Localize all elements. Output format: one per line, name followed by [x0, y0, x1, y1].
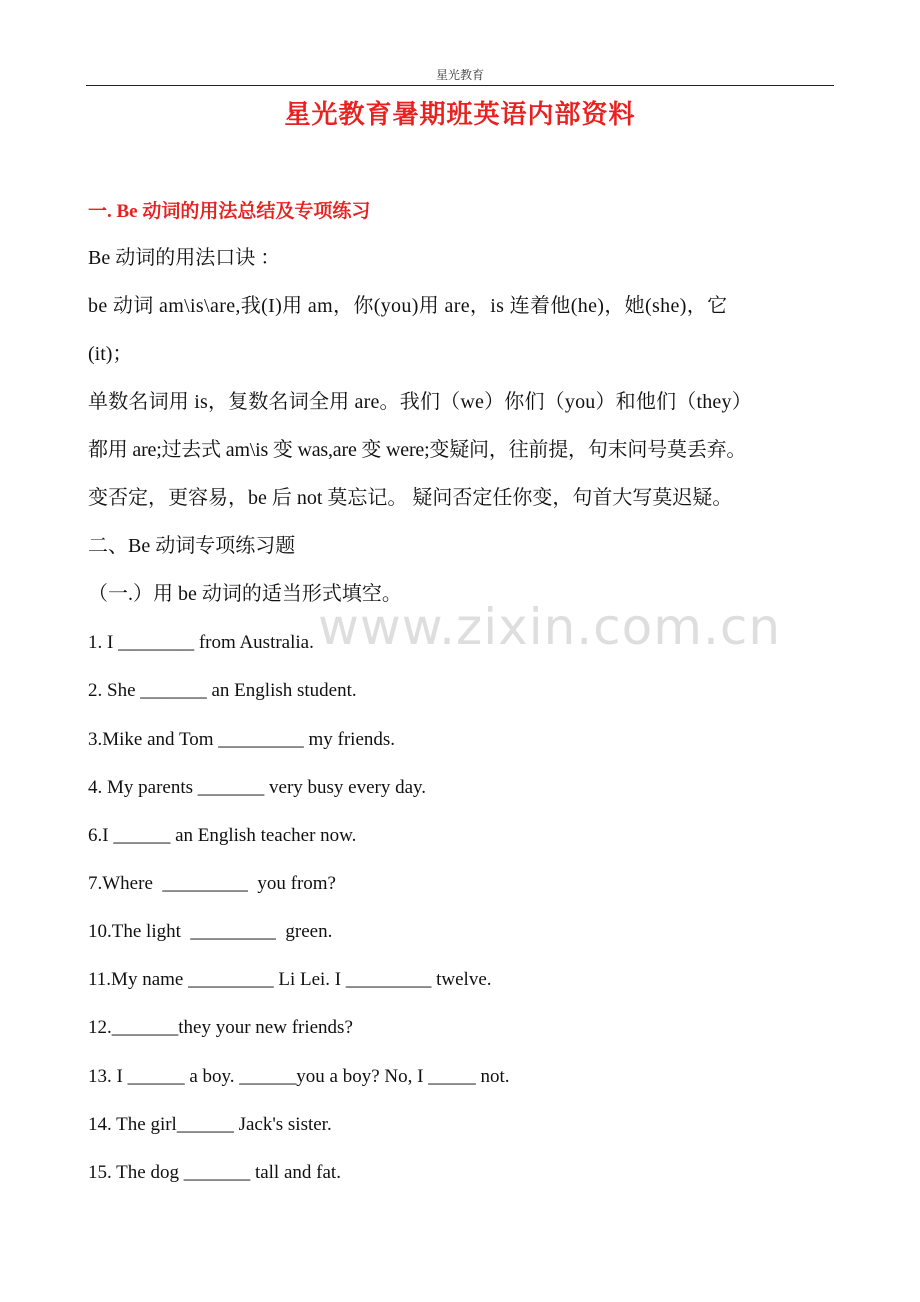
exercise-instruction: （一.）用 be 动词的适当形式填空。 [88, 583, 402, 605]
question-1: 1. I ________ from Australia. [88, 632, 314, 653]
question-14: 14. The girl______ Jack's sister. [88, 1114, 332, 1135]
rhyme-line-1-end: (it)； [88, 343, 133, 365]
question-12: 12._______they your new friends? [88, 1017, 353, 1038]
running-head: 星光教育 [435, 68, 484, 82]
rhyme-line-2: 单数名词用 is，复数名词全用 are。我们（we）你们（you）和他们（they） [88, 391, 752, 413]
header-rule [86, 85, 834, 86]
section-1-heading: 一. Be 动词的用法总结及专项练习 [88, 201, 371, 222]
watermark: www.zixin.com.cn [318, 598, 782, 656]
question-3: 3.Mike and Tom _________ my friends. [88, 729, 396, 750]
question-15: 15. The dog _______ tall and fat. [88, 1162, 341, 1183]
rhyme-line-3: 都用 are;过去式 am\is 变 was,are 变 were;变疑问，往前提，句末问号莫丢弃。 [88, 439, 747, 461]
question-6: 6.I ______ an English teacher now. [88, 825, 357, 846]
question-13: 13. I ______ a boy. ______you a boy? No, I _____ not. [88, 1066, 510, 1087]
question-7: 7.Where _________ you from? [88, 873, 336, 894]
question-11: 11.My name _________ Li Lei. I _________ twelve. [88, 969, 492, 990]
question-10: 10.The light _________ green. [88, 921, 333, 942]
section-2-heading: 二、Be 动词专项练习题 [88, 535, 296, 557]
document-title: 星光教育暑期班英语内部资料 [284, 100, 636, 129]
rhyme-line-1: be 动词 am\is\are,我(I)用 am，你(you)用 are，is 连着他(he)，她(she)，它 [88, 295, 728, 317]
rhyme-label: Be 动词的用法口诀 ： [88, 247, 281, 269]
question-2: 2. She _______ an English student. [88, 680, 357, 701]
question-4: 4. My parents _______ very busy every day. [88, 777, 427, 798]
rhyme-line-4: 变否定，更容易，be 后 not 莫忘记。 疑问否定任你变，句首大写莫迟疑。 [88, 487, 733, 509]
